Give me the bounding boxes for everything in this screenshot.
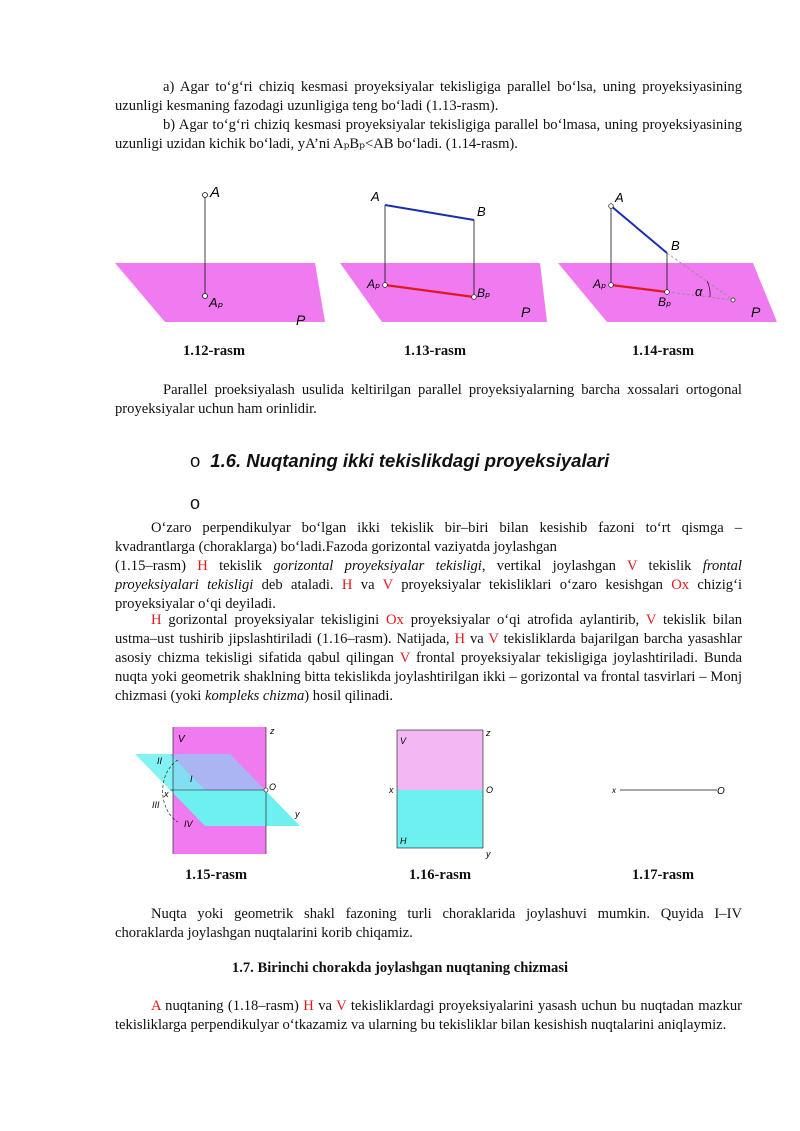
label-x: x [612,786,616,795]
symbol-ox: Ox [671,577,690,593]
symbol-v: V [382,577,393,593]
symbol-v: V [399,650,410,666]
paragraph-last [115,997,742,1035]
paragraph-a: a) Agar to‘g‘ri chiziq kesmasi proyeksiyalar tekisligiga parallel bo‘lsa, uning proyeksiyasining uzunligi kesmaning fazodagi uzunligiga teng bo‘ladi (1.13-rasm). [115,79,742,114]
text: tekislik [637,558,703,574]
point-intersection [731,298,735,302]
text: tekislik [207,558,274,574]
text: frontal proyeksiyalar tekisligiga joylashtiriladi. Bunda nuqta yoki geometrik shaklning bitta tekislikda joylashtirilgan ikki – gorizontal va frontal tasvirlari – Monj chizmasi (yoki [115,650,742,704]
label-ap: Aₚ [209,295,224,310]
text: va [352,577,383,593]
section-heading-1-6 [190,450,609,472]
caption-1-12: 1.12-rasm [183,343,246,359]
point-origin [264,788,268,792]
point-bp [665,290,670,295]
text: nuqtaning (1.18–rasm) [160,998,304,1014]
point-ap [383,283,388,288]
label-origin: O [269,782,277,792]
label-ap: Aₚ [367,277,381,291]
figure-1-15 [130,722,310,862]
label-a: A [210,184,221,201]
point-bp [472,295,477,300]
text: O‘zaro perpendikulyar bo‘lgan ikki tekislik bir–biri bilan kesishib fazoni to‘rt qismga – kvadrantlarga (choraklarga) bo‘ladi.Fazoda gorizontal vaziyatda joylashgan [115,520,742,555]
text: tekisliklardagi proyeksiyalarini yasash uchun bu nuqtadan mazkur tekisliklarga perpendikulyar o‘tkazamiz va ularning bu tekisliklar bilan kesishish nuqtalarini aniqlaymiz. [115,998,742,1033]
point-ap [203,294,208,299]
label-alpha: α [695,284,703,299]
label-quadrant-2: II [157,756,163,766]
symbol-v: V [626,558,638,574]
plane-v [397,730,483,790]
term: kompleks chizma [204,688,305,704]
label-y: y [486,849,491,859]
caption-1-14: 1.14-rasm [632,343,695,359]
symbol-h: H [303,998,314,1014]
section-title: 1.6. Nuqtaning ikki tekislikdagi proyeksiyalari [210,450,610,471]
paragraph-kvadrant [115,519,742,614]
label-z: z [486,728,491,738]
text: deb ataladi. [253,577,342,593]
text: ) hosil qilinadi. [304,688,394,704]
label-origin: O [717,786,725,797]
label-origin: O [486,785,494,795]
label-b: B [671,238,680,253]
label-v: V [178,734,185,745]
text: tekislik bilan ustma–ust tushirib jipslashtiriladi (1.16–rasm). Natijada, [115,612,742,647]
bullet-empty: o [190,493,201,513]
label-quadrant-3: III [152,800,160,810]
figure-1-14 [555,175,783,330]
plane-h [397,790,483,848]
symbol-a: A [151,998,161,1014]
figure-1-12 [110,175,330,330]
label-a: A [615,190,624,205]
label-h: H [400,836,407,846]
label-z: z [270,726,275,736]
symbol-v: V [645,612,657,628]
label-v: V [400,736,407,746]
point-ap [609,283,614,288]
symbol-h: H [454,631,466,647]
text: proyeksiyalar tekisliklari o‘zaro kesishgan [392,577,672,593]
figure-1-16 [385,724,495,864]
symbol-v: V [336,998,347,1014]
point-a [203,193,208,198]
figure-1-17 [605,780,735,800]
symbol-h: H [151,612,162,628]
text: , vertikal joylashgan [481,558,627,574]
caption-1-15: 1.15-rasm [185,867,248,883]
text: va [313,998,337,1014]
segment-ab [385,205,474,220]
paragraph-b: b) Agar to‘g‘ri chiziq kesmasi proyeksiyalar tekisligiga parallel bo‘lmasa, uning proyeksiyasining uzunligi uzidan kichik bo‘ladi, yA’ni AₚBₚ<AB bo‘ladi. (1.14-rasm). [115,117,742,152]
label-y: y [295,809,300,819]
text: chizig‘i proyeksiyalar o‘qi deyiladi. [115,577,742,612]
plane-p [115,263,325,322]
caption-1-16: 1.16-rasm [409,867,472,883]
text: tekisliklarda bajarilgan barcha yasashlar asosiy chizma tekisligi sifatida qabul qilingan [115,631,742,666]
label-x: x [164,789,169,799]
caption-1-13: 1.13-rasm [404,343,467,359]
label-ap: Aₚ [593,277,607,291]
symbol-v: V [488,631,499,647]
label-a: A [371,189,380,204]
paragraph-monj [115,611,742,706]
text: va [465,631,489,647]
label-p: P [521,304,531,320]
text: (1.15–rasm) [115,558,198,574]
caption-1-17: 1.17-rasm [632,867,695,883]
label-quadrant-4: IV [184,819,193,829]
term: frontal proyeksiyalari tekisligi [115,558,742,593]
label-bp: Bₚ [477,286,491,300]
symbol-h: H [341,577,353,593]
text: gorizontal proyeksiyalar tekisligini [161,612,386,628]
paragraph-choraklar: Nuqta yoki geometrik shakl fazoning turli choraklarida joylashuvi mumkin. Quyida I–IV choraklarda joylashgan nuqtalarini korib chiqamiz. [115,906,742,941]
label-p: P [296,312,306,328]
label-b: B [477,204,486,219]
term: gorizontal proyeksiyalar tekisligi [273,558,482,574]
symbol-ox: Ox [386,612,404,628]
label-quadrant-1: I [190,774,193,784]
label-p: P [751,304,761,320]
figure-1-13 [335,175,555,330]
bullet: o [190,450,201,471]
label-bp: Bₚ [658,295,672,309]
label-x: x [389,785,394,795]
segment-ab [611,206,667,253]
section-heading-1-7: 1.7. Birinchi chorakda joylashgan nuqtaning chizmasi [231,960,569,976]
paragraph-parallel: Parallel proeksiyalash usulida keltirilgan parallel proyeksiyalarning barcha xossalari ortogonal proyeksiyalar uchun ham orinlidir. [115,382,742,417]
text: proyeksiyalar o‘qi atrofida aylantirib, [403,612,646,628]
point-a [609,204,614,209]
symbol-h: H [197,558,208,574]
